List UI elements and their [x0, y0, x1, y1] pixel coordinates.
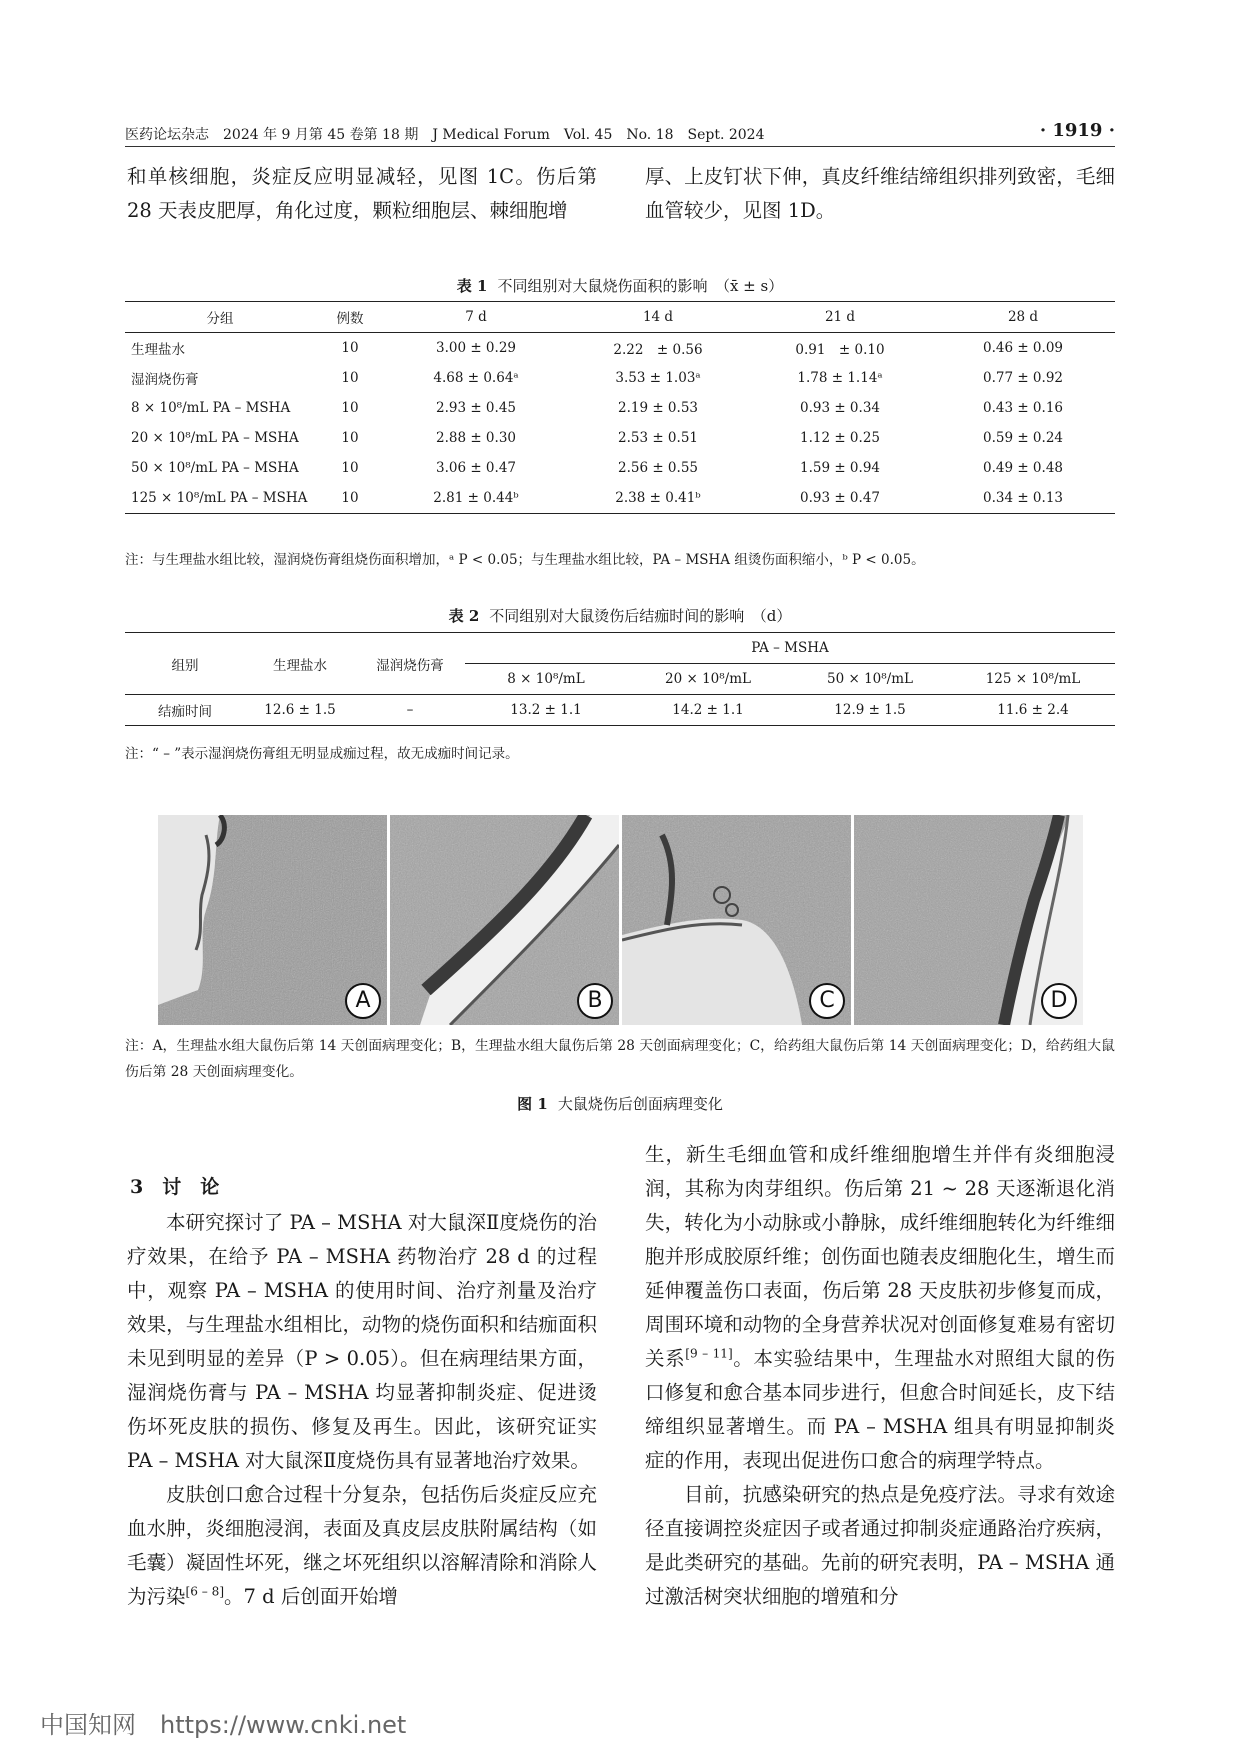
- table1-header: 7 d: [465, 309, 487, 325]
- row-label: 结痂时间: [158, 704, 212, 720]
- value-cell: 0.46 ± 0.09: [982, 340, 1063, 356]
- table2-header-moist: 湿润烧伤膏: [355, 633, 465, 695]
- panel-label-a: A: [345, 983, 381, 1019]
- value-cell: 2.53 ± 0.51: [617, 430, 698, 446]
- value-cell: 1.78 ± 1.14ᵃ: [797, 370, 883, 386]
- n-cell: 10: [341, 460, 359, 476]
- group-cell: 50 × 10⁸/mL PA – MSHA: [131, 460, 299, 476]
- value-cell: 2.88 ± 0.30: [435, 430, 516, 446]
- n-cell: 10: [341, 490, 359, 506]
- text-run: 。本实验结果中，生理盐水对照组大鼠的伤口修复和愈合基本同步进行，但愈合时间延长，皮下结缔组织显著增生。而 PA – MSHA 组具有明显抑制炎症的作用，表现出促进伤口愈合的病理学特点。: [645, 1347, 1115, 1472]
- table2-subheader: 20 × 10⁸/mL: [665, 671, 751, 687]
- figure1-panel-b: [390, 815, 619, 1025]
- table1-note: 注：与生理盐水组比较，湿润烧伤膏组烧伤面积增加，ᵃ P < 0.05；与生理盐水组比较，PA – MSHA 组烫伤面积缩小，ᵇ P < 0.05。: [125, 552, 925, 568]
- value-cell: 2.81 ± 0.44ᵇ: [433, 490, 519, 506]
- table1-header: 28 d: [1007, 309, 1039, 325]
- value-cell: 12.6 ± 1.5: [264, 702, 336, 718]
- cnki-watermark: 中国知网 https://www.cnki.net: [40, 1711, 407, 1739]
- value-cell: 1.12 ± 0.25: [799, 430, 880, 446]
- top-text-left: [127, 160, 597, 228]
- table2-header-row: [125, 633, 1115, 664]
- table-row: [125, 393, 1115, 423]
- value-cell: 1.59 ± 0.94: [799, 460, 880, 476]
- discussion-paragraph: [645, 1138, 1115, 1478]
- discussion-paragraph: [127, 1478, 597, 1614]
- figure1: [158, 815, 1083, 1025]
- value-cell: 2.56 ± 0.55: [617, 460, 698, 476]
- table2-subheader: 125 × 10⁸/mL: [985, 671, 1081, 687]
- group-cell: 湿润烧伤膏: [131, 372, 199, 388]
- discussion-paragraph: 目前，抗感染研究的热点是免疫疗法。寻求有效途径直接调控炎症因子或者通过抑制炎症通路治疗疾病，是此类研究的基础。先前的研究表明，PA – MSHA 通过激活树突状细胞的增殖和分: [645, 1483, 1115, 1608]
- table2-caption: [125, 605, 1115, 626]
- value-cell: 0.91 ± 0.10: [795, 342, 885, 358]
- group-cell: 125 × 10⁸/mL PA – MSHA: [131, 490, 308, 506]
- value-cell: 0.49 ± 0.48: [982, 460, 1063, 476]
- figure1-panel-d: [854, 815, 1083, 1025]
- value-cell: 11.6 ± 2.4: [997, 702, 1069, 718]
- section-heading: 3 讨 论: [130, 1176, 220, 1198]
- table1-header: 14 d: [642, 309, 674, 325]
- n-cell: 10: [341, 400, 359, 416]
- table1-caption-text: 不同组别对大鼠烧伤面积的影响 （x̄ ± s）: [497, 277, 784, 295]
- table-row: [125, 423, 1115, 453]
- panel-label-b: B: [577, 983, 613, 1019]
- value-cell: –: [406, 702, 414, 718]
- citation: [9 – 11]: [685, 1346, 733, 1361]
- figure1-panel-a: [158, 815, 387, 1025]
- value-cell: 2.22 ± 0.56: [613, 342, 703, 358]
- value-cell: 3.06 ± 0.47: [435, 460, 516, 476]
- table1-header: 21 d: [824, 309, 856, 325]
- table-row: [125, 453, 1115, 483]
- table1: [125, 301, 1115, 514]
- top-right-paragraph: 厚、上皮钉状下伸，真皮纤维结缔组织排列致密，毛细血管较少，见图 1D。: [645, 165, 1115, 222]
- table-row: [125, 333, 1115, 364]
- page-number: · 1919 ·: [1039, 120, 1115, 141]
- group-cell: 生理盐水: [131, 342, 185, 358]
- discussion-right-column: [645, 1138, 1115, 1614]
- figure1-panel-c: [622, 815, 851, 1025]
- table2-header-group: 组别: [125, 633, 245, 695]
- discussion-left-column: [127, 1206, 597, 1614]
- table2-note: 注：“ – ”表示湿润烧伤膏组无明显成痂过程，故无成痂时间记录。: [125, 746, 519, 762]
- top-text-right: [645, 160, 1115, 228]
- value-cell: 12.9 ± 1.5: [834, 702, 906, 718]
- table1-header-row: [125, 302, 1115, 333]
- table-row: [125, 483, 1115, 514]
- table-row: [125, 695, 1115, 726]
- figure1-note: 注：A，生理盐水组大鼠伤后第 14 天创面病理变化；B，生理盐水组大鼠伤后第 28 天创面病理变化；C，给药组大鼠伤后第 14 天创面病理变化；D，给药组大鼠伤后第 28 天创面病理变化。: [125, 1038, 1115, 1080]
- citation: [6 – 8]: [185, 1584, 225, 1599]
- value-cell: 0.59 ± 0.24: [982, 430, 1063, 446]
- table1-caption: [125, 275, 1115, 296]
- value-cell: 0.93 ± 0.47: [799, 490, 880, 506]
- table1-caption-label: 表 1: [456, 277, 488, 295]
- n-cell: 10: [341, 430, 359, 446]
- table2-header-saline: 生理盐水: [245, 633, 355, 695]
- discussion-paragraph: 本研究探讨了 PA – MSHA 对大鼠深Ⅱ度烧伤的治疗效果，在给予 PA – MSHA 药物治疗 28 d 的过程中，观察 PA – MSHA 的使用时间、治疗剂量及治疗效果，与生理盐水组相比，动物的烧伤面积和结痂面积未见到明显的差异（P > 0.05）。但在病理结果方面，湿润烧伤膏与 PA – MSHA 均显著抑制炎症、促进烫伤坏死皮肤的损伤、修复及再生。因此，该研究证实 PA – MSHA 对大鼠深Ⅱ度烧伤具有显著地治疗效果。: [127, 1211, 597, 1472]
- panel-label-d: D: [1041, 983, 1077, 1019]
- value-cell: 0.93 ± 0.34: [799, 400, 880, 416]
- value-cell: 0.77 ± 0.92: [982, 370, 1063, 386]
- panel-label-c: C: [809, 983, 845, 1019]
- value-cell: 4.68 ± 0.64ᵃ: [433, 370, 519, 386]
- value-cell: 2.38 ± 0.41ᵇ: [615, 490, 701, 506]
- journal-line: 医药论坛杂志 2024 年 9 月第 45 卷第 18 期 J Medical Forum Vol. 45 No. 18 Sept. 2024: [125, 127, 765, 143]
- value-cell: 0.34 ± 0.13: [982, 490, 1063, 506]
- value-cell: 2.19 ± 0.53: [617, 400, 698, 416]
- table2-subheader: 50 × 10⁸/mL: [827, 671, 913, 687]
- text-run: 生，新生毛细血管和成纤维细胞增生并伴有炎细胞浸润，其称为肉芽组织。伤后第 21 ~ 28 天逐渐退化消失，转化为小动脉或小静脉，成纤维细胞转化为纤维细胞并形成胶原纤维；创伤面也随表皮细胞化生，增生而延伸覆盖伤口表面，伤后第 28 天皮肤初步修复而成，周围环境和动物的全身营养状况对创面修复难易有密切关系: [645, 1143, 1115, 1370]
- group-cell: 8 × 10⁸/mL PA – MSHA: [131, 400, 291, 416]
- text-run: 皮肤创口愈合过程十分复杂，包括伤后炎症反应充血水肿，炎细胞浸润，表面及真皮层皮肤附属结构（如毛囊）凝固性坏死，继之坏死组织以溶解清除和消除人为污染: [127, 1483, 597, 1608]
- value-cell: 3.53 ± 1.03ᵃ: [615, 370, 701, 386]
- value-cell: 14.2 ± 1.1: [672, 702, 744, 718]
- value-cell: 13.2 ± 1.1: [510, 702, 582, 718]
- table2-header-pa: PA – MSHA: [465, 633, 1115, 664]
- table2: [125, 632, 1115, 726]
- value-cell: 2.93 ± 0.45: [435, 400, 516, 416]
- header-rule: [125, 146, 1115, 147]
- table-row: [125, 363, 1115, 393]
- table2-caption-label: 表 2: [448, 607, 480, 625]
- value-cell: 0.43 ± 0.16: [982, 400, 1063, 416]
- figure1-caption: [125, 1093, 1115, 1114]
- n-cell: 10: [341, 370, 359, 386]
- value-cell: 3.00 ± 0.29: [435, 340, 516, 356]
- top-left-paragraph: 和单核细胞，炎症反应明显减轻，见图 1C。伤后第 28 天表皮肥厚，角化过度，颗粒细胞层、棘细胞增: [127, 165, 597, 222]
- n-cell: 10: [341, 340, 359, 356]
- table2-subheader: 8 × 10⁸/mL: [507, 671, 585, 687]
- figure1-caption-text: 大鼠烧伤后创面病理变化: [557, 1095, 723, 1113]
- text-run: 。7 d 后创面开始增: [224, 1585, 398, 1608]
- table1-header: 例数: [336, 311, 364, 327]
- figure1-caption-label: 图 1: [517, 1095, 548, 1113]
- table2-caption-text: 不同组别对大鼠烫伤后结痂时间的影响 （d）: [489, 607, 792, 625]
- group-cell: 20 × 10⁸/mL PA – MSHA: [131, 430, 299, 446]
- table1-header: 分组: [206, 311, 234, 327]
